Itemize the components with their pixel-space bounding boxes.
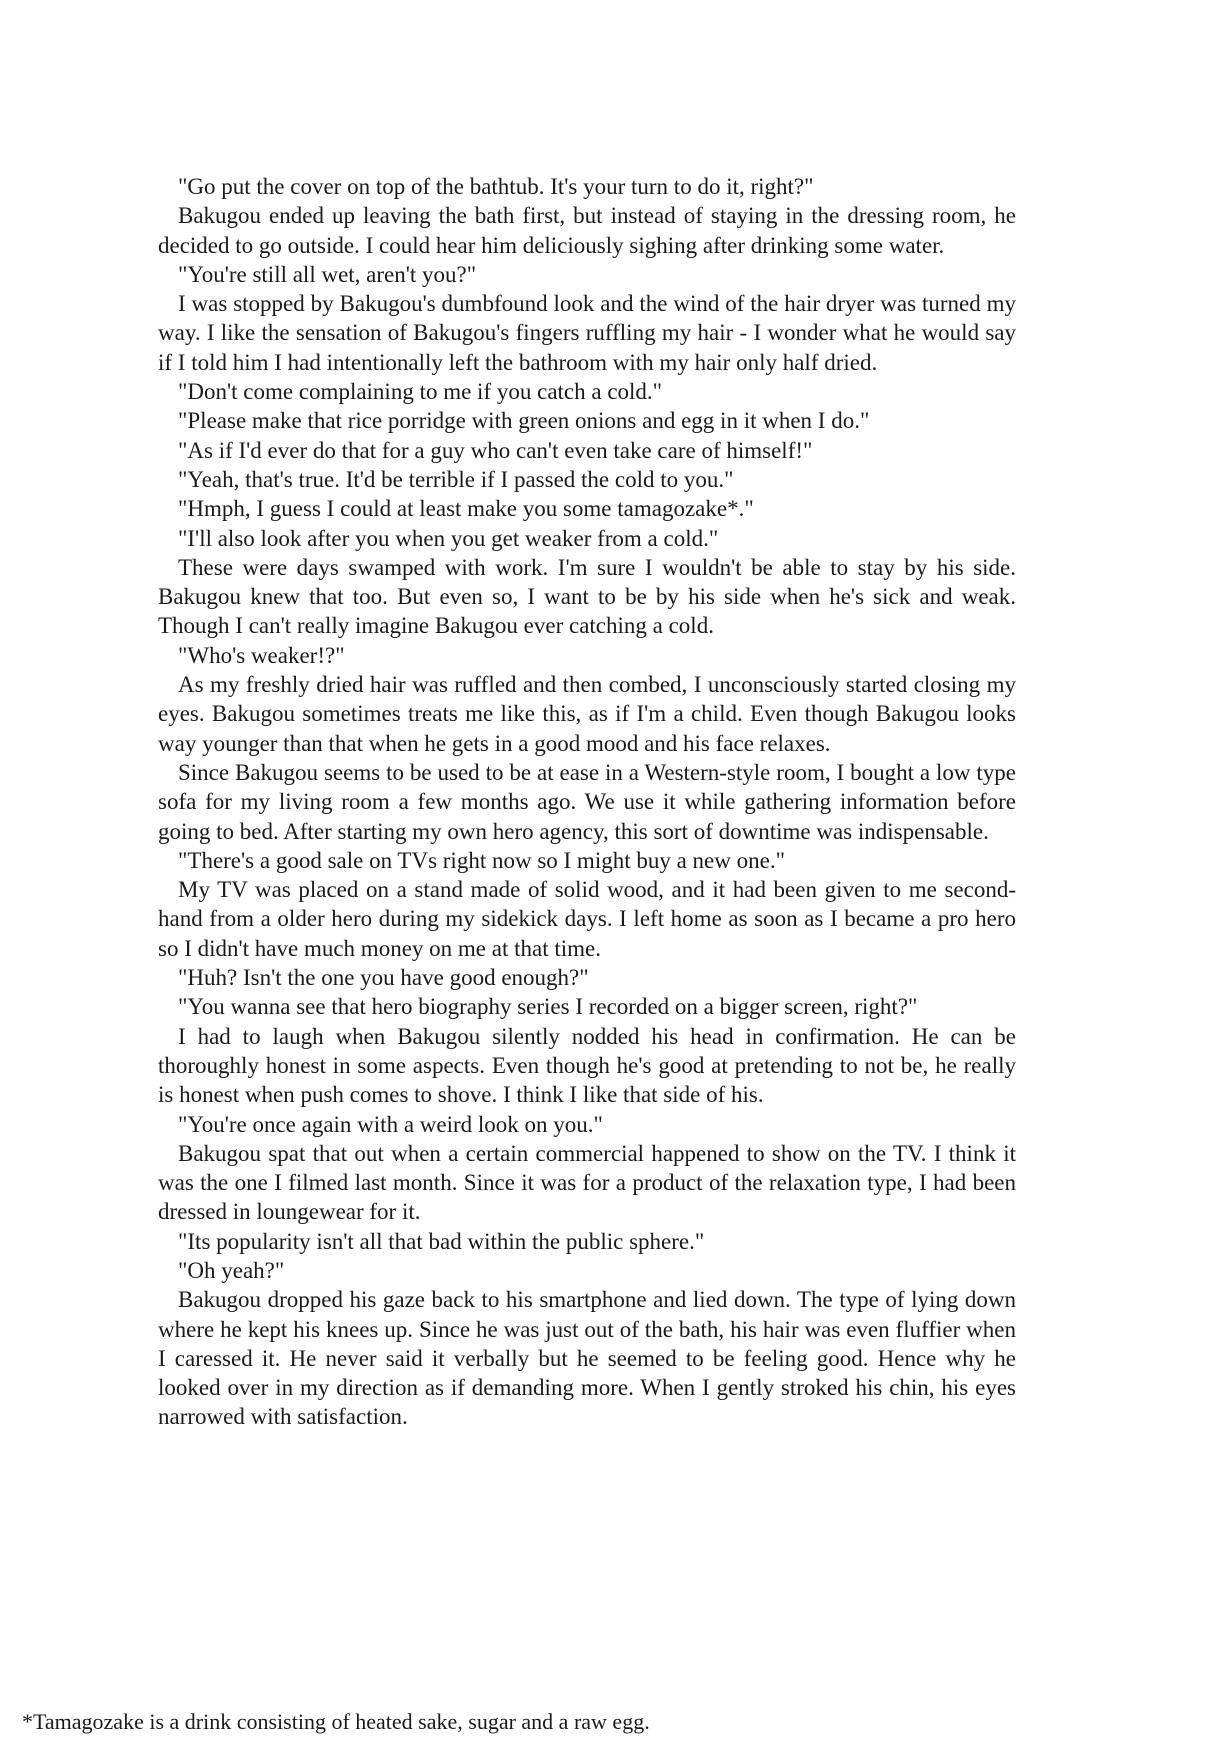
- paragraph: "As if I'd ever do that for a guy who can't even take care of himself!": [178, 437, 813, 463]
- paragraph: Since Bakugou seems to be used to be at ease in a Western-style room, I bought a low type sofa for my living room a few months ago. We use it while gathering information before going to bed. After starting my own hero agency, this sort of downtime was indispensable.: [158, 759, 1016, 844]
- paragraph: "Please make that rice porridge with green onions and egg in it when I do.": [178, 408, 870, 434]
- paragraph: "Yeah, that's true. It'd be terrible if I passed the cold to you.": [178, 466, 734, 492]
- paragraph: I was stopped by Bakugou's dumbfound look and the wind of the hair dryer was turned my way. I like the sensation of Bakugou's fingers ruffling my hair - I wonder what he would say if I told him I had intentionally left the bathroom with my hair only half dried.: [158, 291, 1016, 375]
- paragraph: As my freshly dried hair was ruffled and then combed, I unconsciously started closing my eyes. Bakugou sometimes treats me like this, as if I'm a child. Even though Bakugou looks way younger than that when he gets in a good mood and his face relaxes.: [158, 672, 1016, 756]
- paragraph: "Oh yeah?": [178, 1257, 285, 1283]
- paragraph: Bakugou dropped his gaze back to his smartphone and lied down. The type of lying down where he kept his knees up. Since he was just out of the bath, his hair was even fluffier when I caressed it. He never said it verbally but he seemed to be feeling good. Hence why he looked over in my direction as if demanding more. When I gently stroked his chin, his eyes narrowed with satisfaction.: [158, 1287, 1016, 1430]
- paragraph: "Huh? Isn't the one you have good enough?": [178, 965, 589, 991]
- paragraph: "You're still all wet, aren't you?": [178, 261, 477, 287]
- paragraph: "Its popularity isn't all that bad within the public sphere.": [178, 1228, 705, 1254]
- paragraph: "You're once again with a weird look on you.": [178, 1111, 603, 1137]
- footnote: *Tamagozake is a drink consisting of heated sake, sugar and a raw egg.: [22, 1709, 650, 1734]
- paragraph: I had to laugh when Bakugou silently nodded his head in confirmation. He can be thoroughly honest in some aspects. Even though he's good at pretending to not be, he really is honest when push comes to shove. I think I like that side of his.: [158, 1023, 1016, 1108]
- body-text: [158, 172, 1016, 1432]
- paragraph: "I'll also look after you when you get weaker from a cold.": [178, 525, 719, 551]
- paragraph: Bakugou ended up leaving the bath first, but instead of staying in the dressing room, he decided to go outside. I could hear him deliciously sighing after drinking some water.: [158, 203, 1016, 258]
- paragraph: "There's a good sale on TVs right now so I might buy a new one.": [178, 847, 785, 873]
- paragraph: My TV was placed on a stand made of solid wood, and it had been given to me second-hand from a older hero during my sidekick days. I left home as soon as I became a pro hero so I didn't have much money on me at that time.: [158, 877, 1016, 961]
- paragraph: "You wanna see that hero biography series I recorded on a bigger screen, right?": [178, 994, 918, 1020]
- paragraph: Bakugou spat that out when a certain commercial happened to show on the TV. I think it was the one I filmed last month. Since it was for a product of the relaxation type, I had been dressed in loungewear for it.: [158, 1140, 1016, 1225]
- paragraph: "Don't come complaining to me if you catch a cold.": [178, 379, 663, 405]
- paragraph: These were days swamped with work. I'm sure I wouldn't be able to stay by his side. Bakugou knew that too. But even so, I want to be by his side when he's sick and weak. Though I can't really imagine Bakugou ever catching a cold.: [158, 554, 1016, 639]
- paragraph: "Who's weaker!?": [178, 642, 345, 668]
- paragraph: "Hmph, I guess I could at least make you some tamagozake*.": [178, 496, 754, 522]
- paragraph: "Go put the cover on top of the bathtub. It's your turn to do it, right?": [178, 174, 814, 199]
